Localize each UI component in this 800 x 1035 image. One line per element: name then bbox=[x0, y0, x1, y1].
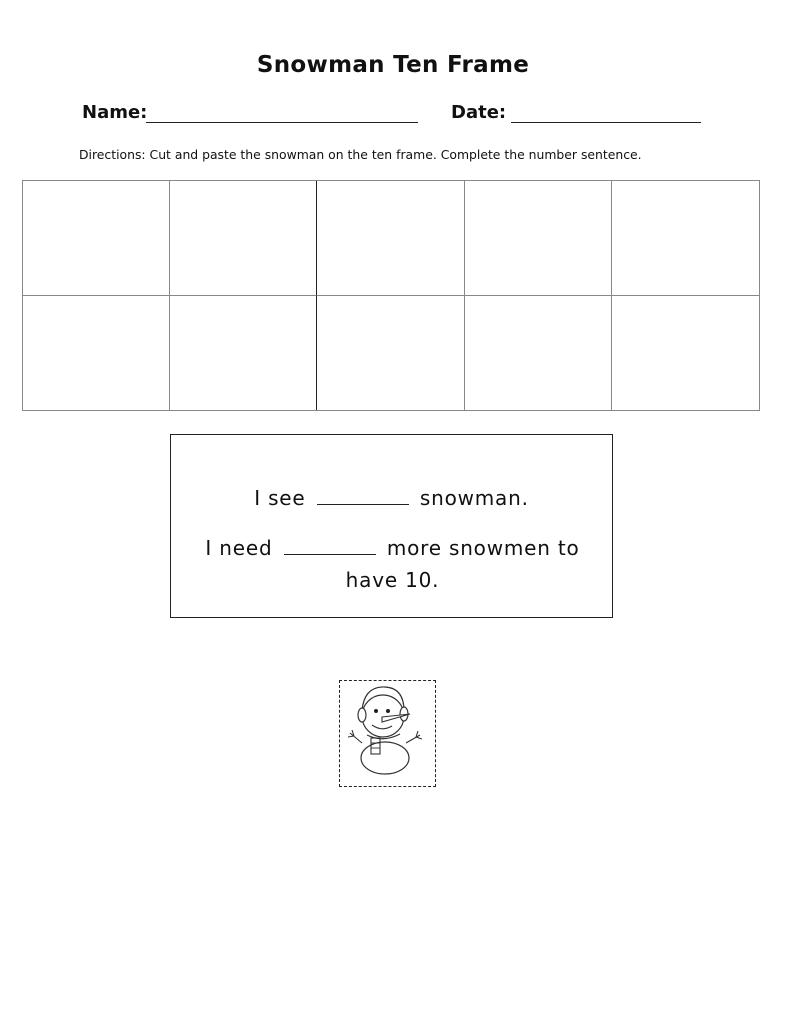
sentence-line-2 bbox=[191, 532, 594, 596]
date-label: Date: bbox=[451, 102, 507, 123]
sentence-1-suffix: snowman. bbox=[419, 486, 529, 510]
ten-frame-cell[interactable] bbox=[23, 296, 170, 411]
ten-frame-cell[interactable] bbox=[465, 181, 612, 296]
directions-text: Directions: Cut and paste the snowman on the ten frame. Complete the number sentence. bbox=[79, 147, 642, 162]
page-title: Snowman Ten Frame bbox=[256, 52, 530, 78]
name-label: Name: bbox=[82, 102, 148, 123]
sentence-line-1 bbox=[171, 486, 612, 510]
ten-frame-cell[interactable] bbox=[170, 296, 317, 411]
ten-frame-cell[interactable] bbox=[612, 296, 759, 411]
sentence-1-prefix: I see bbox=[254, 486, 306, 510]
snowman-cutout[interactable] bbox=[339, 680, 436, 787]
ten-frame-cell[interactable] bbox=[465, 296, 612, 411]
number-sentence-box bbox=[170, 434, 613, 618]
date-field[interactable] bbox=[511, 122, 701, 123]
count-blank[interactable] bbox=[317, 486, 409, 505]
ten-frame-cell[interactable] bbox=[23, 181, 170, 296]
ten-frame-cell[interactable] bbox=[612, 181, 759, 296]
ten-frame bbox=[22, 180, 760, 411]
snowman-icon bbox=[340, 681, 437, 788]
ten-frame-cell[interactable] bbox=[316, 181, 464, 296]
sentence-2-suffix: more snowmen to have 10. bbox=[345, 536, 580, 592]
needed-blank[interactable] bbox=[284, 536, 376, 555]
ten-frame-cell[interactable] bbox=[170, 181, 317, 296]
sentence-2-prefix: I need bbox=[205, 536, 273, 560]
ten-frame-cell[interactable] bbox=[316, 296, 464, 411]
name-field[interactable] bbox=[146, 122, 418, 123]
